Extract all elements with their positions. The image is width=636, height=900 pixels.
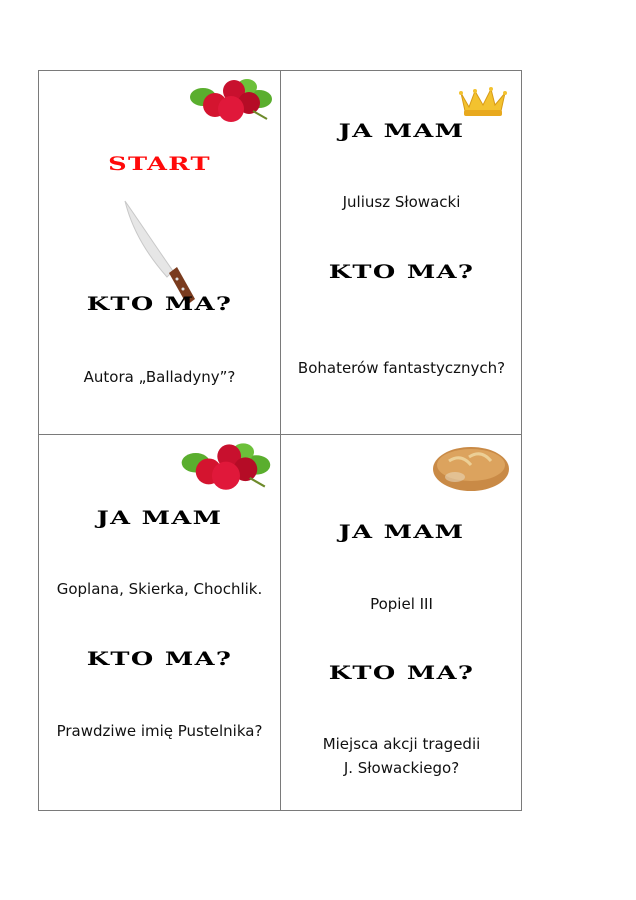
kto-ma-label: KTO MA? xyxy=(328,261,475,283)
card-slowacki xyxy=(281,71,522,434)
answer-text: Popiel III xyxy=(370,595,433,613)
crown-icon xyxy=(457,85,509,119)
question-text-line2: J. Słowackiego? xyxy=(343,759,460,777)
raspberries-icon xyxy=(179,439,274,493)
card-grid xyxy=(38,70,522,811)
bread-icon xyxy=(427,443,511,495)
raspberries-icon xyxy=(189,75,274,125)
answer-text: Goplana, Skierka, Chochlik. xyxy=(56,580,263,598)
kto-ma-label: KTO MA? xyxy=(86,648,233,670)
ja-mam-label: JA MAM xyxy=(338,521,465,543)
ja-mam-label: JA MAM xyxy=(96,507,223,529)
ja-mam-label: JA MAM xyxy=(338,120,465,142)
question-text: Autora „Balladyny”? xyxy=(83,368,236,386)
question-text: Prawdziwe imię Pustelnika? xyxy=(56,722,263,740)
question-text: Bohaterów fantastycznych? xyxy=(297,359,506,377)
card-popiel xyxy=(281,435,522,811)
start-title: START xyxy=(108,153,211,175)
kto-ma-label: KTO MA? xyxy=(328,662,475,684)
card-goplana xyxy=(39,435,280,811)
answer-text: Juliusz Słowacki xyxy=(342,193,461,211)
question-text-line1: Miejsca akcji tragedii xyxy=(322,735,481,753)
kto-ma-label: KTO MA? xyxy=(86,293,233,315)
